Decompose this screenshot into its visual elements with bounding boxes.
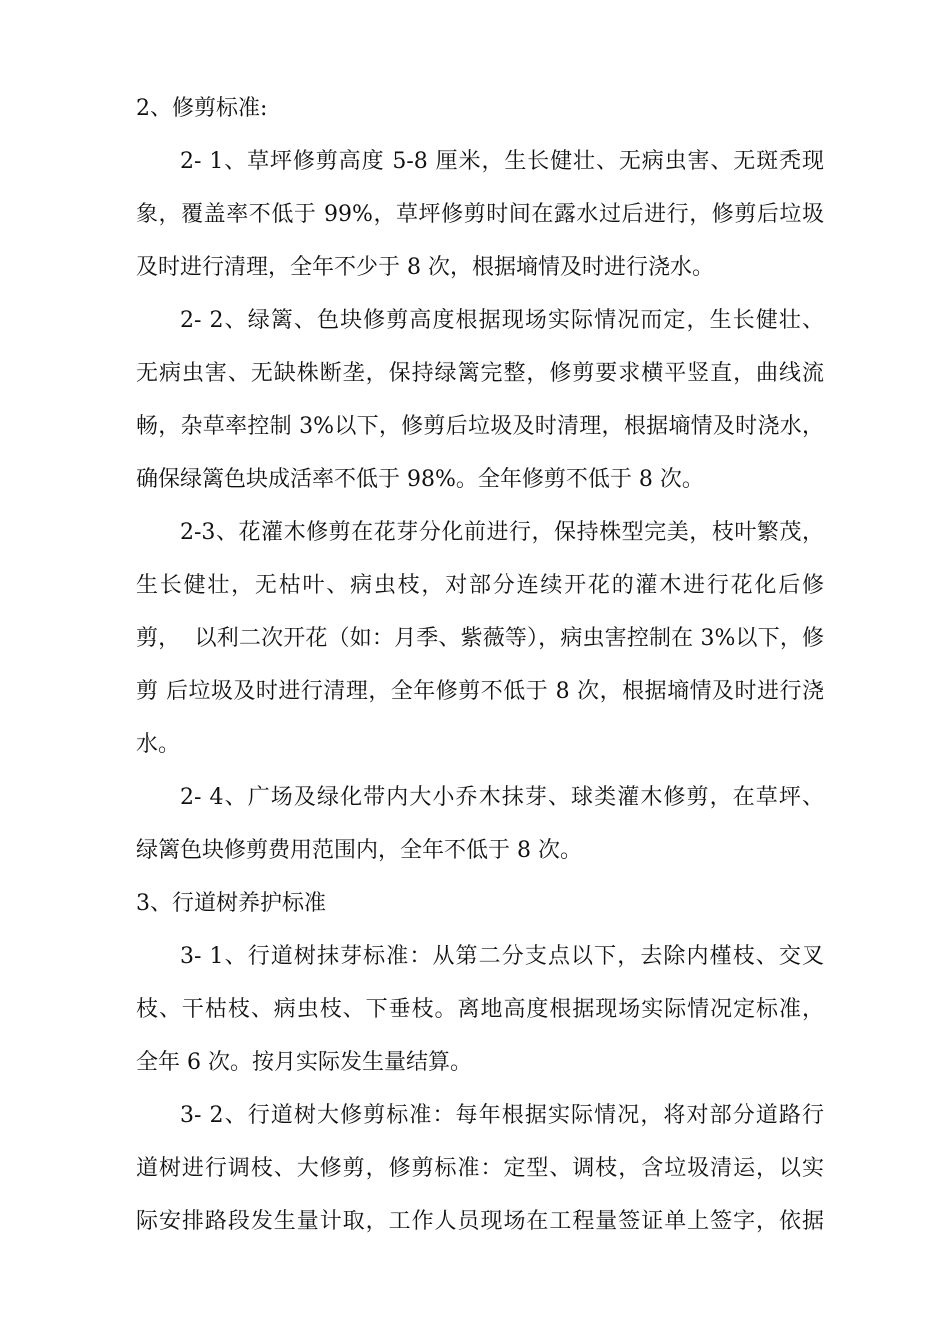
text-line: 3- 2、行道树大修剪标准：每年根据实际情况，将对部分道路行 — [180, 1103, 824, 1128]
text-line: 全年 6 次。按月实际发生量结算。 — [136, 1050, 472, 1075]
text-line: 确保绿篱色块成活率不低于 98%。全年修剪不低于 8 次。 — [136, 467, 704, 492]
text-line: 3- 1、行道树抹芽标准：从第二分支点以下，去除内槿枝、交叉 — [180, 944, 824, 969]
text-line: 枝、干枯枝、病虫枝、下垂枝。离地高度根据现场实际情况定标准， — [136, 997, 824, 1022]
text-line: 2- 2、绿篱、色块修剪高度根据现场实际情况而定，生长健壮、 — [180, 308, 824, 333]
heading-pruning-standard: 2、修剪标准: — [136, 96, 268, 121]
text-line: 生长健壮，无枯叶、病虫枝，对部分连续开花的灌木进行花化后修 — [136, 573, 824, 598]
text-line: 象，覆盖率不低于 99%，草坪修剪时间在露水过后进行，修剪后垃圾 — [136, 202, 824, 227]
text-line: 无病虫害、无缺株断垄，保持绿篱完整，修剪要求横平竖直，曲线流 — [136, 361, 824, 386]
text-line: 2- 1、草坪修剪高度 5-8 厘米，生长健壮、无病虫害、无斑秃现 — [180, 149, 824, 174]
text-line: 2- 4、广场及绿化带内大小乔木抹芽、球类灌木修剪，在草坪、 — [180, 785, 824, 810]
text-line: 水。 — [136, 732, 181, 757]
heading-street-tree-standard: 3、行道树养护标准 — [136, 891, 326, 916]
text-line: 道树进行调枝、大修剪，修剪标准：定型、调枝，含垃圾清运，以实 — [136, 1156, 824, 1181]
text-line: 际安排路段发生量计取，工作人员现场在工程量签证单上签字，依据 — [136, 1209, 824, 1234]
text-line: 及时进行清理，全年不少于 8 次，根据墒情及时进行浇水。 — [136, 255, 714, 280]
text-line: 畅，杂草率控制 3%以下，修剪后垃圾及时清理，根据墒情及时浇水， — [136, 414, 824, 439]
text-line: 2-3、花灌木修剪在花芽分化前进行，保持株型完美，枝叶繁茂， — [180, 520, 824, 545]
text-line: 绿篱色块修剪费用范围内，全年不低于 8 次。 — [136, 838, 582, 863]
text-line: 剪 后垃圾及时进行清理，全年修剪不低于 8 次，根据墒情及时进行浇 — [136, 679, 824, 704]
text-line: 剪， 以利二次开花（如：月季、紫薇等），病虫害控制在 3%以下，修 — [136, 626, 824, 651]
